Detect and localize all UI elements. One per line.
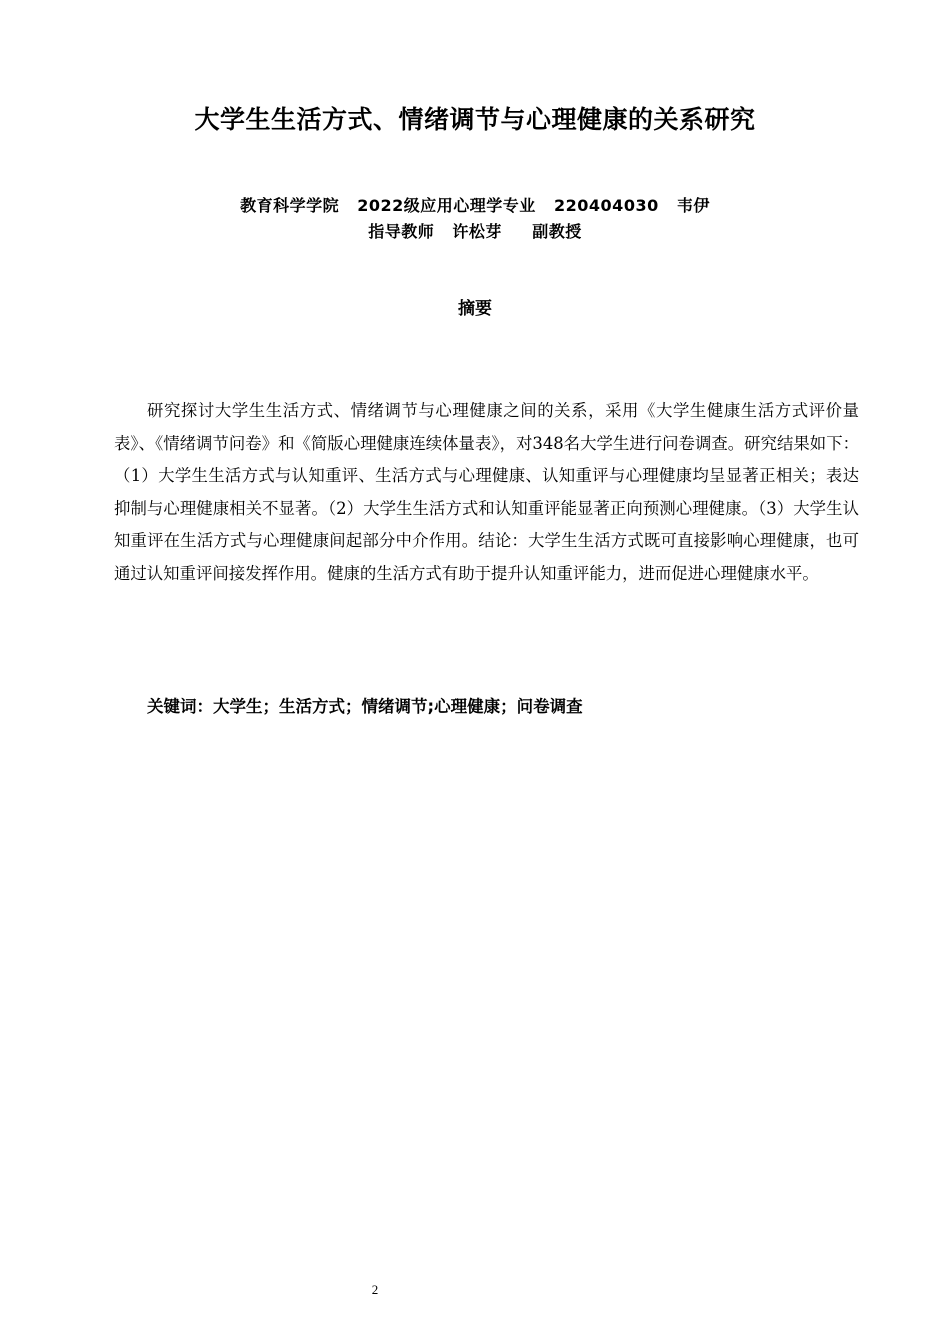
advisor-info: 指导教师 许松芽 副教授 xyxy=(368,222,582,241)
keywords-line: 关键词：大学生；生活方式；情绪调节;心理健康；问卷调查 xyxy=(147,697,583,716)
page-number: 2 xyxy=(371,1282,379,1297)
paper-title: 大学生生活方式、情绪调节与心理健康的关系研究 xyxy=(194,105,756,134)
abstract-heading: 摘要 xyxy=(458,299,492,319)
abstract-paragraph: 研究探讨大学生生活方式、情绪调节与心理健康之间的关系，采用《大学生健康生活方式评价量表》、《情绪调节问卷》和《简版心理健康连续体量表》，对348名大学生进行问卷调查。研究结果如下：（1）大学生生活方式与认知重评、生活方式与心理健康、认知重评与心理健康均呈显著正相关；表达抑制与心理健康相关不显著。（2）大学生生活方式和认知重评能显著正向预测心理健康。（3）大学生认知重评在生活方式与心理健康间起部分中介作用。结论：大学生生活方式既可直接影响心理健康，也可通过认知重评间接发挥作用。健康的生活方式有助于提升认知重评能力，进而促进心理健康水平。 xyxy=(114,401,859,583)
author-info: 教育科学学院 2022级应用心理学专业 220404030 韦伊 xyxy=(240,196,710,215)
